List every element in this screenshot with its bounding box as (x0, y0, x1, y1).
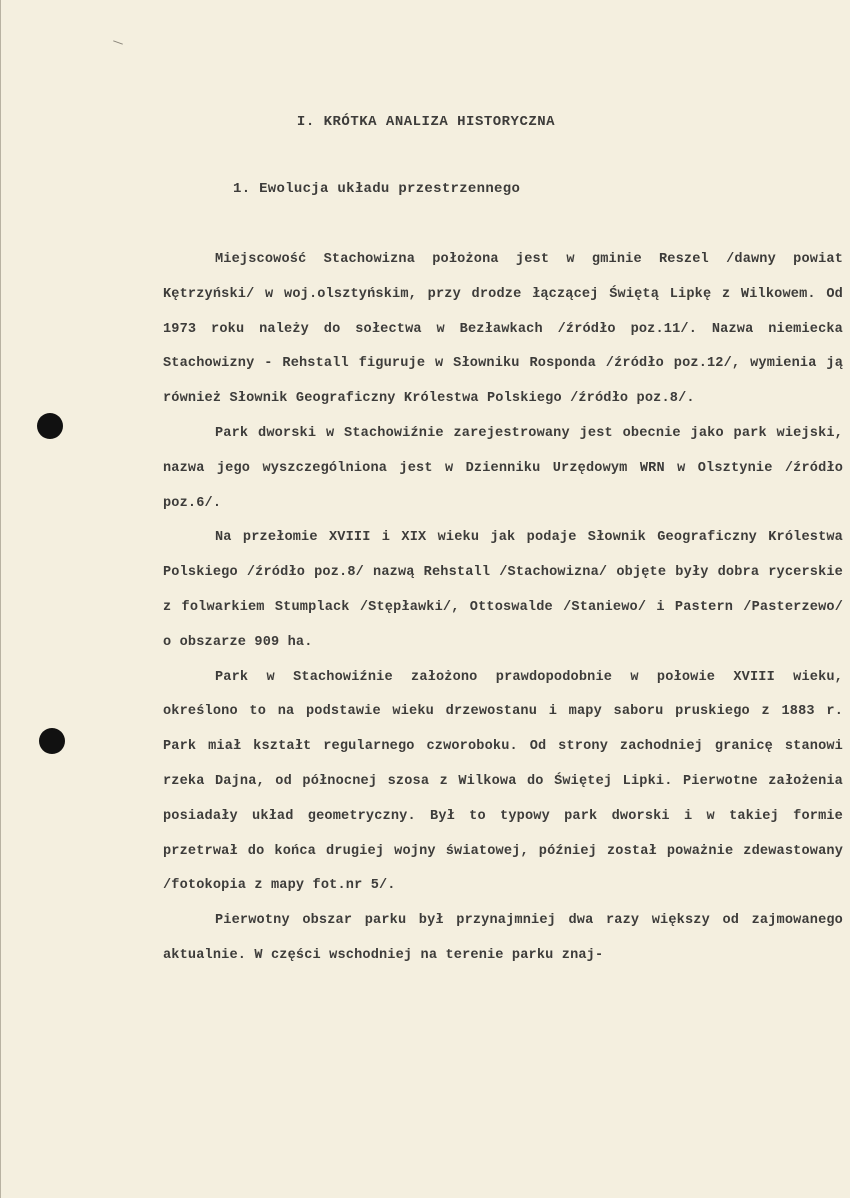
paragraph: Na przełomie XVIII i XIX wieku jak podaje Słownik Geograficzny Królestwa Polskiego /źródło poz.8/ nazwą Rehstall /Stachowizna/ objęte były dobra rycerskie z folwarkiem Stumplack /Stępławki/, Ottoswalde /Staniewo/ i Pastern /Pasterzewo/ o obszarze 909 ha. (163, 530, 843, 650)
body-text (163, 243, 843, 974)
punch-hole (39, 728, 65, 754)
paragraph: Miejscowość Stachowizna położona jest w gminie Reszel /dawny powiat Kętrzyński/ w woj.olsztyńskim, przy drodze łączącej Świętą Lipkę z Wilkowem. Od 1973 roku należy do sołectwa w Bezławkach /źródło poz.11/. Nazwa niemiecka Stachowizny - Rehstall figuruje w Słowniku Rosponda /źródło poz.12/, wymienia ją również Słownik Geograficzny Królestwa Polskiego /źródło poz.8/. (163, 252, 843, 407)
paragraph: Park w Stachowiźnie założono prawdopodobnie w połowie XVIII wieku, określono to na podstawie wieku drzewostanu i mapy saboru pruskiego z 1883 r. Park miał kształt regularnego czworoboku. Od strony zachodniej granicę stanowi rzeka Dajna, od północnej szosa z Wilkowa do Świętej Lipki. Pierwotne założenia posiadały układ geometryczny. Był to typowy park dworski i w takiej formie przetrwał do końca drugiej wojny światowej, później został poważnie zdewastowany /fotokopia z mapy fot.nr 5/. (163, 669, 843, 894)
section-heading: I. KRÓTKA ANALIZA HISTORYCZNA (296, 114, 556, 130)
paragraph: Park dworski w Stachowiźnie zarejestrowany jest obecnie jako park wiejski, nazwa jego wyszczególniona jest w Dzienniku Urzędowym WRN w Olsztynie /źródło poz.6/. (163, 425, 843, 511)
paragraph: Pierwotny obszar parku był przynajmniej dwa razy większy od zajmowanego aktualnie. W części wschodniej na terenie parku znaj- (163, 913, 843, 963)
subsection-heading: 1. Ewolucja układu przestrzennego (233, 181, 521, 197)
paper-mark (113, 40, 123, 44)
punch-hole (37, 413, 63, 439)
